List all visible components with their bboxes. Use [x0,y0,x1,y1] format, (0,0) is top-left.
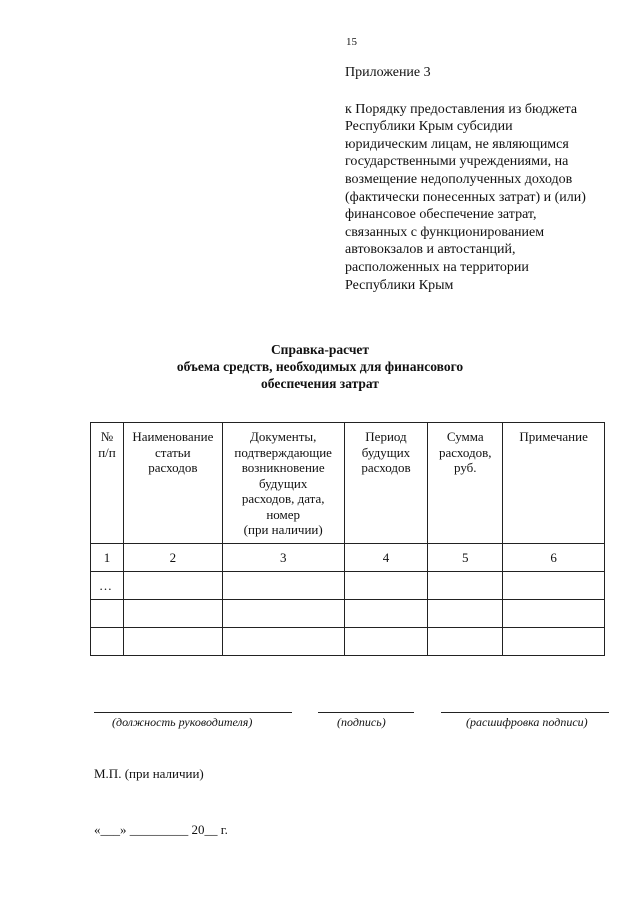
table-cell [91,600,124,628]
table-cell: 1 [91,544,124,572]
header-period [344,423,428,544]
appendix-line: Республики Крым субсидии [345,119,513,135]
appendix-block [345,64,620,294]
decoding-signature-line [441,712,609,713]
header-amount [428,423,503,544]
header-text: (при наличии) [243,522,323,537]
header-text: Наименование [132,429,214,444]
table-cell [91,628,124,656]
appendix-line: юридическим лицам, не являющимся [345,136,569,152]
table-cell: … [91,572,124,600]
appendix-line: государственными учреждениями, на [345,154,569,170]
title-line: Справка-расчет [270,342,370,357]
table-cell: 3 [222,544,344,572]
table-cell [344,600,428,628]
header-text: Сумма [446,429,484,444]
table-row [91,628,605,656]
header-text: Документы, [249,429,317,444]
table-cell: 2 [123,544,222,572]
table-cell [428,600,503,628]
table-cell [222,572,344,600]
appendix-line: Республики Крым [345,277,454,293]
appendix-line: связанных с функционированием [345,224,545,240]
table-cell [344,628,428,656]
header-text: расходов, [439,444,492,460]
title-line: обеспечения затрат [261,376,379,391]
signature-line [318,712,414,713]
table-cell [503,600,605,628]
position-caption: (должность руководителя) [112,715,253,729]
page-number: 15 [346,36,357,48]
header-text: возникновение [241,460,325,475]
document-title [100,341,540,392]
decoding-caption: (расшифровка подписи) [466,715,588,729]
seal-text: М.П. (при наличии) [94,766,204,781]
header-text: расходов [148,460,198,475]
table-cell [428,572,503,600]
appendix-line: автовокзалов и автостанций, [345,242,516,258]
header-text: подтверждающие [234,444,332,460]
calculation-table [90,422,605,656]
header-text: номер [266,506,301,522]
table-cell [503,572,605,600]
position-signature-line [94,712,292,713]
header-number [91,423,124,544]
table-cell: 6 [503,544,605,572]
signature-caption: (подпись) [337,715,386,729]
header-text: Примечание [519,429,588,444]
table-cell: 5 [428,544,503,572]
header-documents [222,423,344,544]
appendix-line: финансовое обеспечение затрат, [345,207,537,223]
table-cell: 4 [344,544,428,572]
table-row [91,600,605,628]
title-line: объема средств, необходимых для финансового [176,359,464,374]
appendix-line: к Порядку предоставления из бюджета [345,101,578,117]
appendix-line: возмещение недополученных доходов [345,171,573,187]
table-number-row [91,544,605,572]
table-cell [503,628,605,656]
header-text: Период [365,429,407,444]
header-text: № [100,429,114,444]
header-text: п/п [98,444,116,460]
table-header-row [91,423,605,544]
table-cell [344,572,428,600]
table-cell [222,628,344,656]
appendix-line: (фактически понесенных затрат) и (или) [345,189,586,205]
table-cell [428,628,503,656]
header-note [503,423,605,544]
table-cell [123,628,222,656]
header-item-name [123,423,222,544]
table-row [91,572,605,600]
table-cell [123,600,222,628]
appendix-line: расположенных на территории [345,259,529,275]
table-cell [222,600,344,628]
header-text: руб. [454,460,477,475]
header-text: будущих [259,475,308,491]
date-line: «___» _________ 20__ г. [94,822,228,837]
header-text: будущих [361,444,411,460]
header-text: расходов, дата, [241,491,325,506]
appendix-title: Приложение 3 [345,65,431,80]
table-cell [123,572,222,600]
header-text: расходов [361,460,411,475]
header-text: статьи [155,444,191,460]
